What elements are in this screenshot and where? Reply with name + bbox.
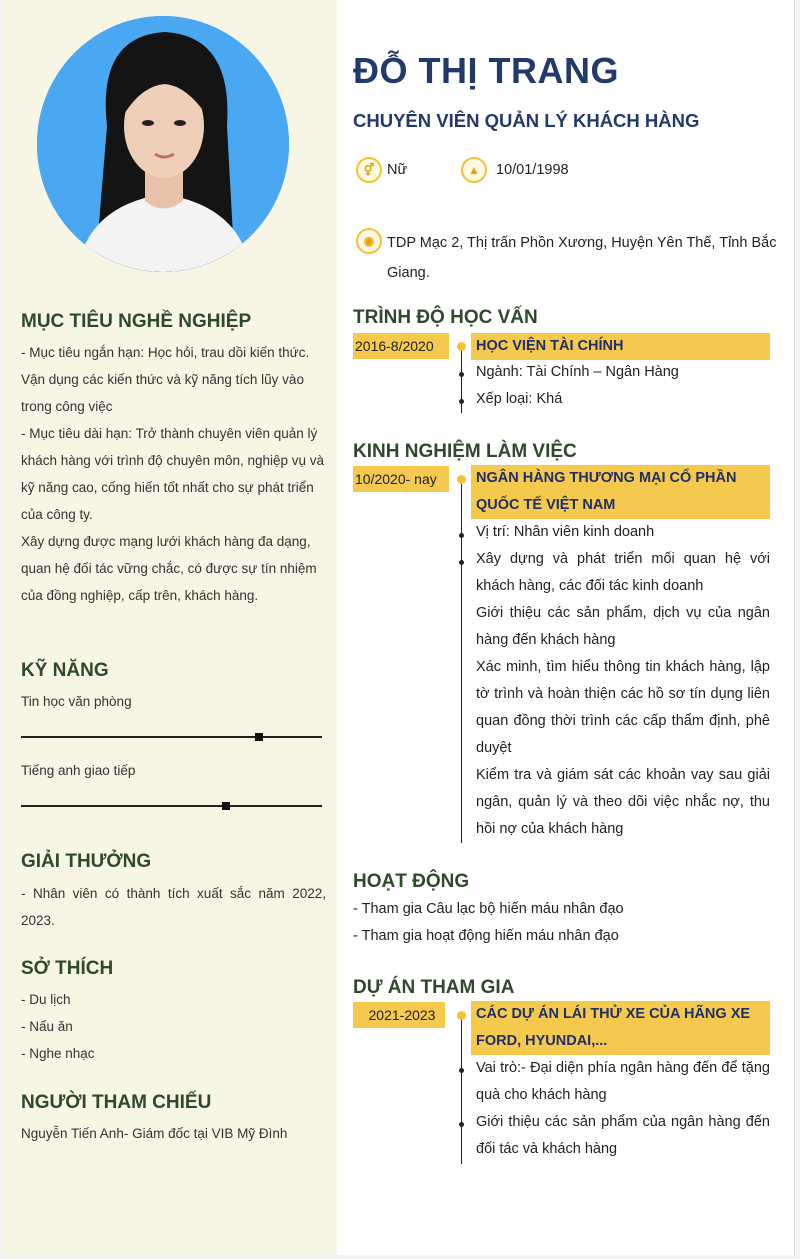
projects-date: 2021-2023 [353, 1002, 445, 1028]
objective-network: Xây dựng được mạng lưới khách hàng đa dạng, quan hệ đối tác vững chắc, có được sự tín nhiệm của đồng nghiệp, cấp trên, khách hàng. [21, 534, 317, 603]
birthday-value: 10/01/1998 [496, 162, 569, 178]
references-title: NGƯỜI THAM CHIẾU [21, 1092, 212, 1113]
experience-duty: Xây dựng và phát triển mối quan hệ với khách hàng, các đối tác kinh doanh [476, 551, 770, 594]
timeline-dot [457, 475, 466, 484]
hobbies-title: SỞ THÍCH [21, 958, 114, 979]
bullet-dot [459, 372, 464, 377]
project-detail: Vai trò:- Đại diện phía ngân hàng đến để tặng quà cho khách hàng [476, 1060, 770, 1103]
experience-position: Vị trí: Nhân viên kinh doanh [476, 524, 655, 540]
education-detail: Xếp loại: Khá [476, 391, 563, 407]
awards-title: GIẢI THƯỞNG [21, 851, 152, 872]
activities-title: HOẠT ĐỘNG [353, 871, 470, 892]
address-value: TDP Mạc 2, Thị trấn Phồn Xương, Huyện Yên Thế, Tỉnh Bắc Giang. [387, 235, 777, 281]
objective-short: - Mục tiêu ngắn hạn: Học hỏi, trau dồi kiến thức. Vận dụng các kiến thức và kỹ năng tích lũy vào trong công việc [21, 345, 310, 414]
avatar [37, 16, 289, 272]
activity-item: - Tham gia Câu lạc bộ hiến máu nhân đạo [353, 901, 624, 917]
projects-title: DỰ ÁN THAM GIA [353, 977, 515, 998]
activity-item: - Tham gia hoạt động hiến máu nhân đạo [353, 928, 619, 944]
timeline-dot [457, 342, 466, 351]
objective-title: MỤC TIÊU NGHỀ NGHIỆP [21, 311, 252, 332]
bullet-dot [459, 533, 464, 538]
skills-title: KỸ NĂNG [21, 660, 109, 681]
skill-level-marker-2 [222, 802, 230, 810]
portrait-photo [37, 16, 289, 272]
awards-text: - Nhân viên có thành tích xuất sắc năm 2022, 2023. [21, 886, 326, 928]
bullet-dot [459, 1068, 464, 1073]
location-icon: ◉ [356, 228, 382, 254]
hobby-item: - Du lịch [21, 992, 71, 1007]
references-text: Nguyễn Tiến Anh- Giám đốc tại VIB Mỹ Đình [21, 1126, 288, 1141]
person-name: ĐỖ THỊ TRANG [353, 50, 619, 91]
hobby-item: - Nghe nhạc [21, 1046, 95, 1061]
skill-level-marker-1 [255, 733, 263, 741]
bullet-dot [459, 1122, 464, 1127]
experience-company: NGÂN HÀNG THƯƠNG MẠI CỔ PHẦN QUỐC TẾ VIỆT NAM [471, 465, 770, 519]
timeline-dot [457, 1011, 466, 1020]
skill-bar-1 [21, 736, 322, 738]
hobby-item: - Nấu ăn [21, 1019, 73, 1034]
experience-duty: Kiểm tra và giám sát các khoản vay sau giải ngân, quản lý và theo dõi việc nhắc nợ, thu hồi nợ của khách hàng [476, 767, 770, 837]
education-date: 2016-8/2020 [353, 333, 449, 359]
education-title: TRÌNH ĐỘ HỌC VẤN [353, 307, 538, 328]
skill-bar-2 [21, 805, 322, 807]
education-school: HỌC VIỆN TÀI CHÍNH [471, 333, 770, 360]
experience-date: 10/2020- nay [353, 466, 449, 492]
gender-value: Nữ [387, 162, 408, 178]
projects-timeline [461, 1014, 462, 1164]
project-detail: Giới thiệu các sản phẩm của ngân hàng đến đối tác và khách hàng [476, 1114, 770, 1157]
project-name: CÁC DỰ ÁN LÁI THỬ XE CỦA HÃNG XE FORD, HYUNDAI,... [471, 1001, 770, 1055]
cake-icon: ▲ [461, 157, 487, 183]
experience-duty: Giới thiệu các sản phẩm, dịch vụ của ngân hàng đến khách hàng [476, 605, 770, 648]
skill-name-2: Tiếng anh giao tiếp [21, 763, 136, 778]
experience-title: KINH NGHIỆM LÀM VIỆC [353, 441, 577, 462]
experience-duty: Xác minh, tìm hiểu thông tin khách hàng, lập tờ trình và hoàn thiện các hồ sơ tín dụng liên quan đồng thời trình các cấp thẩm định, phê duyệt [476, 659, 770, 756]
bullet-dot [459, 399, 464, 404]
objective-long: - Mục tiêu dài hạn: Trở thành chuyên viên quản lý khách hàng với trình độ chuyên môn, nghiệp vụ và kỹ năng cao, cống hiến tốt nhất cho sự phát triển của công ty. [21, 426, 325, 522]
job-title: CHUYÊN VIÊN QUẢN LÝ KHÁCH HÀNG [353, 110, 700, 131]
bullet-dot [459, 560, 464, 565]
skill-name-1: Tin học văn phòng [21, 694, 132, 709]
education-detail: Ngành: Tài Chính – Ngân Hàng [476, 364, 679, 380]
gender-icon: ⚥ [356, 157, 382, 183]
